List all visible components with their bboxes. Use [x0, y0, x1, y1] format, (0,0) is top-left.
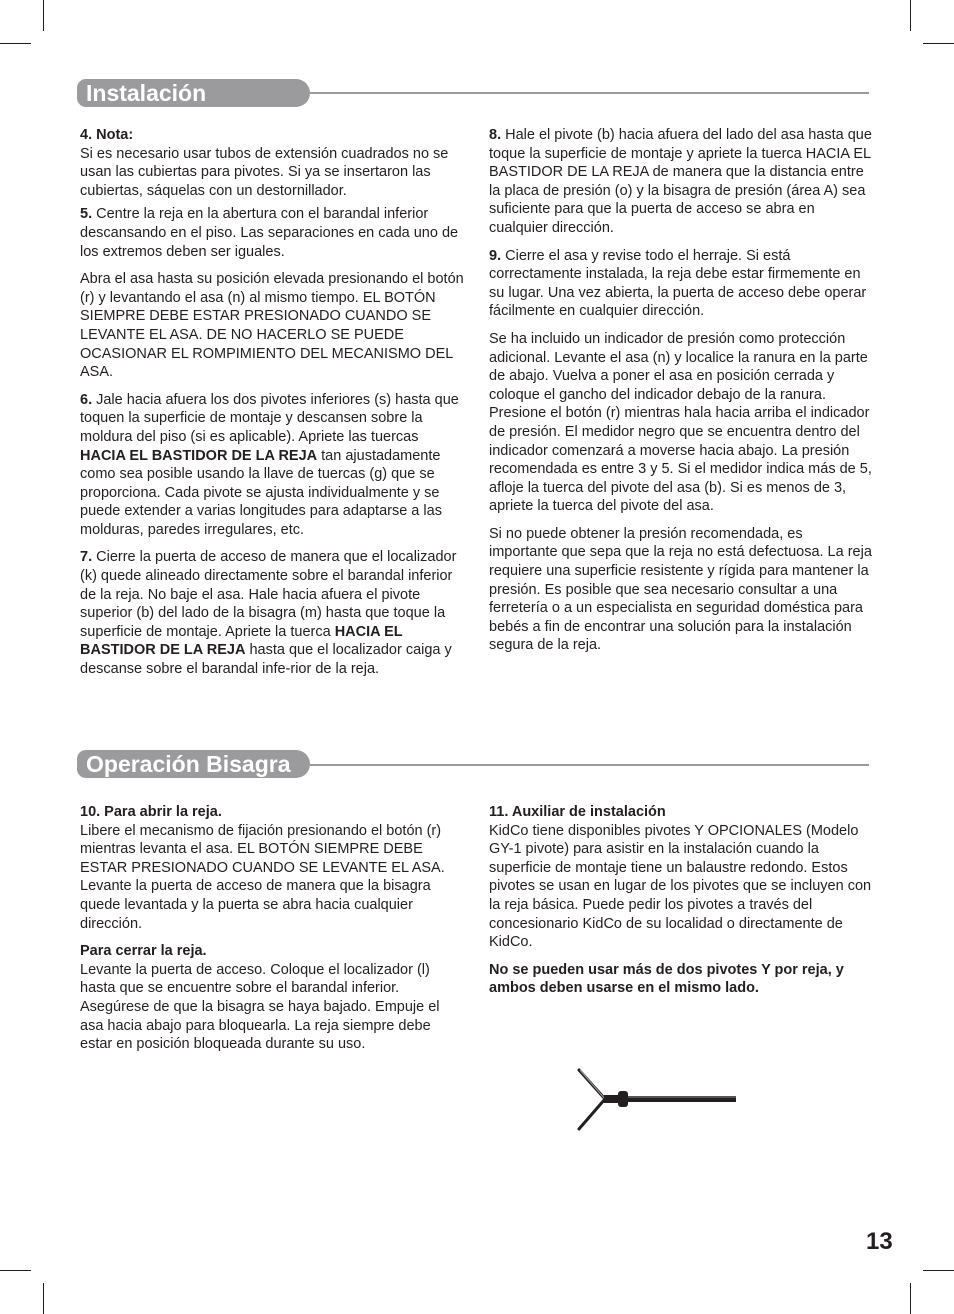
- page-number: 13: [866, 1228, 893, 1255]
- sino-paragraph: Si no puede obtener la presión recomendada, es importante que sepa que la reja no está defectuosa. La reja requiere una superficie resistente y rígida para mantener la presión. Es posible que sea necesario consultar a una ferretería o a un especialista en seguridad doméstica para bebés a fin de encontrar una solución para la instalación segura de la reja.: [489, 525, 872, 654]
- instalacion-right-column: [489, 126, 873, 660]
- step-6-number: 6.: [80, 391, 93, 408]
- crop-mark: [910, 0, 911, 31]
- cerrar-text: Levante la puerta de acceso. Coloque el localizador (l) hasta que se encuentre sobre el barandal inferior. Asegúrese de que la bisagra se haya bajado. Empuje el asa hacia abajo para bloquearla. La reja siempre debe estar en posición bloqueada durante su uso.: [80, 961, 440, 1053]
- step-5-text: Centre la reja en la abertura con el barandal inferior descansando en el piso. Las separaciones en cada uno de los extremos deben ser iguales.: [80, 206, 459, 260]
- step-4-text: Si es necesario usar tubos de extensión cuadrados no se usan las cubiertas para pivotes. Si ya se insertaron las cubiertas, sáquelas con un destornillador.: [80, 145, 449, 199]
- step-7-bold: HACIA EL BASTIDOR DE LA REJA: [80, 623, 403, 659]
- step-10-text: Libere el mecanismo de fijación presionando el botón (r) mientras levanta el asa. EL BOTÓN SIEMPRE DEBE ESTAR PRESIONADO CUANDO SE LEVANTE EL ASA. Levante la puerta de acceso de manera que la bisagra quede levantada y la puerta se abra hacia cualquier dirección.: [80, 822, 445, 932]
- step-8-number: 8.: [489, 127, 502, 143]
- step-7-text-end: hasta que el localizador caiga y descanse sobre el barandal infe-rior de la reja.: [80, 642, 452, 678]
- crop-mark: [923, 43, 954, 44]
- step-6-text-end: tan ajustadamente como sea posible usando la llave de tuercas (g) que se proporciona. Cada pivote se ajusta individualmente y se puede extender a varias longitudes para adaptarse a las molduras, paredes irregulares, etc.: [80, 447, 442, 538]
- step-10-heading: 10. Para abrir la reja.: [80, 804, 222, 820]
- step-11-text: KidCo tiene disponibles pivotes Y OPCIONALES (Modelo GY-1 pivote) para asistir en la instalación cuando la superficie de montaje tiene un balaustre redondo. Estos pivotes se usan en lugar de los pivotes que se incluyen con la reja básica. Puede pedir los pivotes a través del concesionario KidCo de su localidad o directamente de KidCo.: [489, 822, 872, 951]
- crop-mark: [923, 1270, 954, 1271]
- step-6-text: Jale hacia afuera los dos pivotes inferiores (s) hasta que toquen la superficie de montaje y descansen sobre la moldura del piso (si es aplicable). Apriete las tuercas: [80, 391, 459, 445]
- step-11-heading: 11. Auxiliar de instalación: [489, 804, 666, 820]
- abra-paragraph: Abra el asa hasta su posición elevada presionando el botón (r) y levantando el asa (n) al mismo tiempo. EL BOTÓN SIEMPRE DEBE ESTAR PRESIONADO CUANDO SE LEVANTE EL ASA. DE NO HACERLO SE PUEDE OCASIONAR EL ROMPIMIENTO DEL MECANISMO DEL ASA.: [80, 271, 464, 381]
- step-8-text: Hale el pivote (b) hacia afuera del lado del asa hasta que toque la superficie de montaje y apriete la tuerca HACIA EL BASTIDOR DE LA REJA de manera que la distancia entre la placa de presión (o) y la bisagra de presión (área A) sea suficiente para que la puerta de acceso se abra en cualquier dirección.: [489, 127, 872, 236]
- step-11-warning: No se pueden usar más de dos pivotes Y por reja, y ambos deben usarse en el mismo lado.: [489, 961, 844, 997]
- instalacion-left-column: [80, 126, 464, 684]
- section-header-operacion: [77, 750, 310, 778]
- step-9-text: Cierre el asa y revise todo el herraje. Si está correctamente instalada, la reja debe estar firmemente en su lugar. Una vez abierta, la puerta de acceso debe operar fácilmente en cualquier dirección.: [489, 247, 867, 320]
- crop-mark: [43, 1283, 44, 1314]
- crop-mark: [910, 1283, 911, 1314]
- operacion-left-column: [80, 803, 464, 1059]
- section-rule: [310, 764, 869, 766]
- operacion-right-column: [489, 803, 873, 1003]
- step-5-number: 5.: [80, 206, 93, 223]
- step-7-number: 7.: [80, 549, 93, 566]
- section-title: Operación Bisagra: [86, 751, 291, 777]
- section-header-instalacion: [77, 79, 310, 107]
- step-6-bold: HACIA EL BASTIDOR DE LA REJA: [80, 447, 318, 464]
- step-9-number: 9.: [489, 247, 502, 264]
- crop-mark: [0, 43, 31, 44]
- crop-mark: [43, 0, 44, 31]
- section-title: Instalación: [86, 80, 207, 106]
- cerrar-heading: Para cerrar la reja.: [80, 943, 207, 960]
- indicador-paragraph: Se ha incluido un indicador de presión como protección adicional. Levante el asa (n) y localice la ranura en la parte de abajo. Vuelva a poner el asa en posición cerrada y coloque el gancho del indicador debajo de la ranura. Presione el botón (r) mientras hala hacia arriba el indicador de presión. El medidor negro que se encuentra dentro del indicador comenzará a moverse hacia abajo. La presión recomendada es entre 3 y 5. Si el medidor indica más de 5, afloje la tuerca del pivote del asa (b). Si es menos de 3, apriete la tuerca del pivote del asa.: [489, 330, 872, 515]
- crop-mark: [0, 1270, 31, 1271]
- y-spindle-pivot-icon: [575, 1066, 745, 1136]
- step-4-heading: 4. Nota:: [80, 127, 134, 143]
- step-7-text: Cierre la puerta de acceso de manera que el localizador (k) quede alineado directamente sobre el barandal inferior de la reja. No baje el asa. Hale hacia afuera el pivote superior (b) del lado de la bisagra (m) hasta que toque la superficie de montaje. Apriete la tuerca: [80, 549, 457, 640]
- section-rule: [310, 92, 869, 94]
